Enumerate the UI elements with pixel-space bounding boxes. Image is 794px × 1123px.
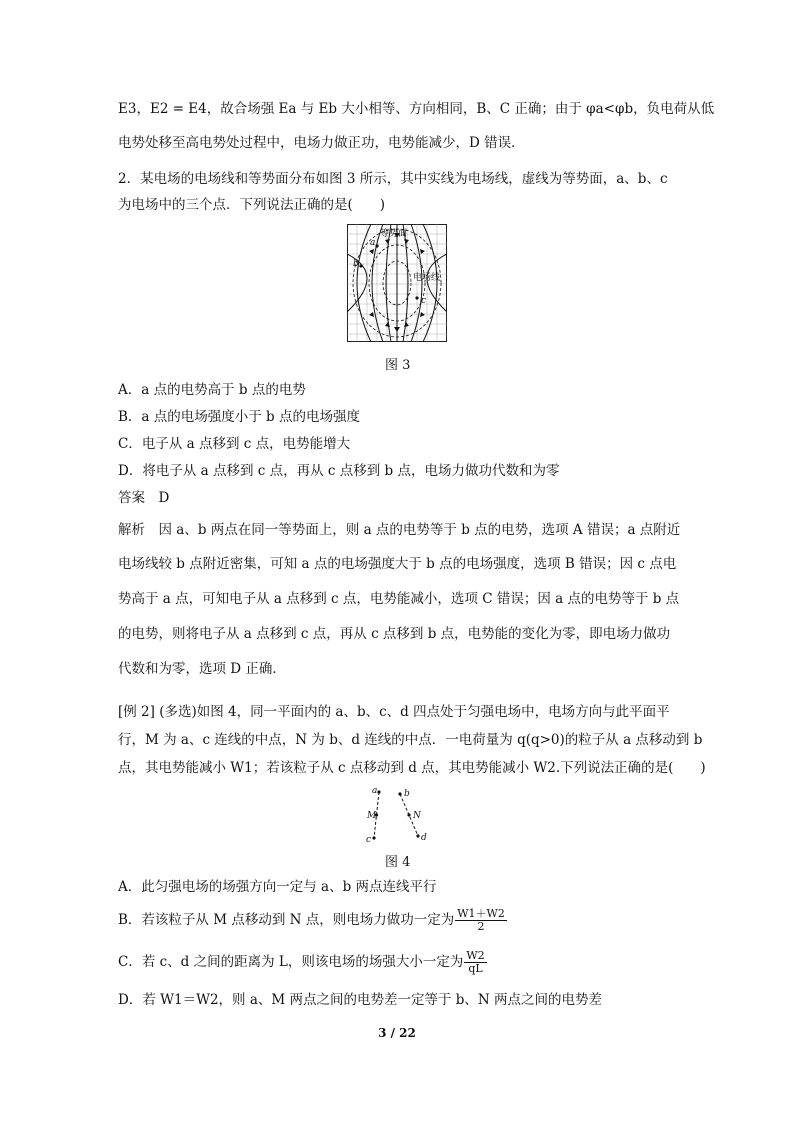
fraction-b: $\frac{W1+W2}{2}$ [457,907,505,933]
label-b: b [353,259,359,269]
fig4-label-N: N [413,811,421,821]
label-a: a [370,238,376,248]
fig4-label-d: d [421,833,427,843]
question-2-explanation-1: 解析 因 a、b 两点在同一等势面上，则 a 点的电势等于 b 点的电势，选项 A 错误；a 点附近 [118,522,681,538]
question-2-option-d: D．将电子从 a 点移到 c 点，再从 c 点移到 b 点，电场力做功代数和为零 [118,463,560,479]
question-2-stem-2: 为电场中的三个点．下列说法正确的是( ) [118,197,386,213]
figure-4-points-diagram [362,786,432,846]
question-2-explanation-3: 势高于 a 点，可知电子从 a 点移到 c 点，电势能减小，选项 C 错误；因 a 点的电势等于 b 点 [118,591,680,607]
question-2-stem-1: 2．某电场的电场线和等势面分布如图 3 所示，其中实线为电场线，虚线为等势面，a、b、c [118,171,668,187]
example-2-option-c: C．若 c、d 之间的距离为 L，则该电场的场强大小一定为 $\frac{W2}{qL}$ [118,949,485,975]
question-2-explanation-2: 电场线较 b 点附近密集，可知 a 点的电场强度大于 b 点的电场强度，选项 B 错误；因 c 点电 [118,556,677,572]
example-2-tag: [例 2] [118,704,155,720]
fig4-label-b: b [404,789,410,799]
figure-4-caption: 图 4 [385,855,411,870]
question-2-explanation-5: 代数和为零，选项 D 正确． [118,661,286,677]
question-2-option-c: C．电子从 a 点移到 c 点，电势能增大 [118,436,351,452]
example-2-stem-1: [例 2] (多选)如图 4，同一平面内的 a、b、c、d 四点处于匀强电场中，电场方向与此平面平 [118,704,670,720]
example-2-stem-3: 点，其电势能减小 W1；若该粒子从 c 点移动到 d 点，其电势能减小 W2.下列说法正确的是( ) [118,760,706,776]
figure-3-caption: 图 3 [385,358,411,373]
fraction-c: $\frac{W2}{qL}$ [466,949,485,975]
text-line-1: E3，E2 = E4，故合场强 Ea 与 Eb 大小相等、方向相同，B、C 正确；由于 φa<φb，负电荷从低 [118,101,715,117]
fig4-label-a: a [372,786,378,796]
question-2-option-b: B．a 点的电场强度小于 b 点的电场强度 [118,409,360,425]
point-a [375,244,378,247]
page-number: 3 / 22 [378,1026,416,1040]
point-c [415,296,418,299]
label-fieldline: 电场线 [413,273,441,283]
label-equipotential: 等势面 [380,229,408,239]
label-c: c [421,296,427,306]
example-2-stem-2: 行，M 为 a、c 连线的中点，N 为 b、d 连线的中点．一电荷量为 q(q>0)的粒子从 a 点移动到 b [118,732,703,748]
fig4-label-c: c [366,835,372,845]
example-2-option-a: A．此匀强电场的场强方向一定与 a、b 两点连线平行 [118,879,437,895]
question-2-answer: 答案 D [118,490,170,506]
fig4-label-M: M [367,811,377,821]
example-2-option-d: D．若 W1＝W2，则 a、M 两点之间的电势差一定等于 b、N 两点之间的电势差 [118,992,603,1008]
question-2-explanation-4: 的电势，则将电子从 a 点移到 c 点，再从 c 点移到 b 点，电势能的变化为零，即电场力做功 [118,626,671,642]
example-2-option-b: B．若该粒子从 M 点移动到 N 点，则电场力做功一定为 $\frac{W1+W2}{2}$ [118,907,505,933]
question-2-option-a: A．a 点的电势高于 b 点的电势 [118,382,306,398]
text-line-2: 电势处移至高电势处过程中，电场力做正功，电势能减少，D 错误． [118,135,525,151]
point-b [359,264,362,267]
figure-3-field-diagram [347,224,447,342]
